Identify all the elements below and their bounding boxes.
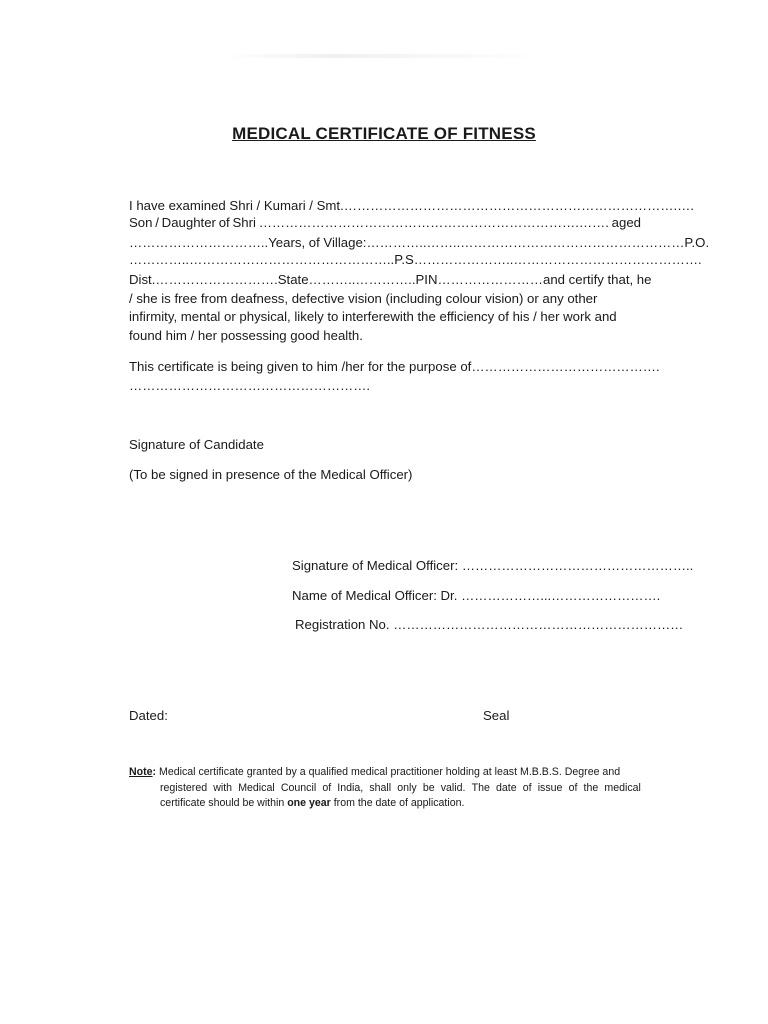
parent-line	[129, 214, 641, 231]
certificate-title: MEDICAL CERTIFICATE OF FITNESS	[232, 124, 536, 143]
name-blank: ………………………………………………………………….….	[343, 198, 694, 213]
note-line-2	[129, 781, 641, 797]
medical-officer-signature-line	[292, 557, 693, 574]
note-word: date	[495, 781, 517, 794]
state-label: State	[277, 272, 309, 287]
note-word: medical	[604, 781, 641, 794]
note-word: only	[397, 781, 417, 794]
note-line-1	[129, 765, 641, 781]
faint-header-mark	[222, 54, 548, 58]
note-word: India,	[337, 781, 364, 794]
purpose-continuation-blank: ……………………………………………….	[129, 378, 371, 393]
state-blank: ………..…………..	[308, 272, 416, 287]
note-colon: :	[152, 766, 157, 778]
years-village-label: Years, of Village:	[268, 235, 367, 250]
note-label: Note	[129, 766, 153, 778]
note-block	[129, 765, 641, 812]
purpose-blank: …………………………………….	[471, 359, 660, 374]
fitness-statement-line-2: infirmity, mental or physical, likely to interferewith the efficiency of his / her work and	[129, 309, 617, 324]
note-word: the	[583, 781, 599, 794]
fitness-statement-line-1: / she is free from deafness, defective vision (including colour vision) or any other	[129, 291, 598, 306]
dist-label: Dist.……………………….	[129, 272, 278, 287]
note-word: be	[422, 781, 435, 794]
examined-line	[129, 197, 694, 214]
son-word: Son	[129, 215, 153, 230]
note-line-3	[129, 796, 641, 812]
registration-line	[295, 616, 683, 633]
slash-word: /	[155, 215, 159, 230]
aged-word: aged	[611, 215, 641, 230]
note-text-1: Medical certificate granted by a qualified medical practitioner holding at least M.B.B.S. Degree and	[156, 766, 621, 778]
seal-label: Seal	[483, 708, 510, 723]
note-word: of	[322, 781, 332, 794]
registration-label: Registration No.	[295, 617, 390, 632]
note-word: shall	[369, 781, 392, 794]
note-word: valid.	[440, 781, 466, 794]
po-blank: …………..………………………………………..	[129, 252, 395, 267]
dated-label: Dated:	[129, 708, 168, 723]
age-blank: …………………………..	[129, 235, 269, 250]
candidate-signature-label: Signature of Candidate	[129, 437, 264, 452]
age-village-line	[129, 234, 710, 251]
note-word: with	[213, 781, 233, 794]
examined-label: I have examined Shri / Kumari / Smt.	[129, 198, 344, 213]
purpose-label: This certificate is being given to him /her for the purpose of	[129, 359, 472, 374]
note-text-3a: certificate should be within	[160, 797, 288, 809]
certify-text: and certify that, he	[542, 272, 652, 287]
fitness-statement-line-3: found him / her possessing good health.	[129, 328, 363, 343]
pin-label: PIN	[415, 272, 438, 287]
daughter-word: Daughter	[161, 215, 216, 230]
of-word: of	[218, 215, 230, 230]
dist-state-pin-line	[129, 271, 652, 288]
ps-label: P.S	[394, 252, 414, 267]
dist-blank: ……………………….	[155, 272, 278, 287]
parent-name-blank: ……………………………………………………………….…….	[258, 215, 609, 230]
note-word: issue	[537, 781, 563, 794]
medical-officer-name-label: Name of Medical Officer: Dr.	[292, 588, 458, 603]
po-ps-line	[129, 251, 702, 268]
shri-word: Shri	[232, 215, 256, 230]
medical-officer-name-blank: ………………...…………………….	[461, 588, 661, 603]
note-word: of	[522, 781, 532, 794]
medical-officer-signature-blank: ……………………………………………..	[461, 558, 694, 573]
candidate-signature-instruction: (To be signed in presence of the Medical Officer)	[129, 467, 413, 482]
note-word: The	[471, 781, 490, 794]
note-word: Medical	[238, 781, 275, 794]
note-one-year: one year	[287, 797, 331, 809]
medical-officer-signature-label: Signature of Medical Officer:	[292, 558, 459, 573]
note-text-3b: from the date of application.	[330, 797, 465, 809]
note-word: Council	[280, 781, 317, 794]
village-blank: …………..……..……………………………………………	[366, 235, 685, 250]
registration-blank: …………………………………………………………	[393, 617, 684, 632]
ps-blank: …………………..…………………………………….	[413, 252, 702, 267]
medical-officer-name-line	[292, 587, 660, 604]
note-word: of	[568, 781, 578, 794]
pin-blank: ……………………	[437, 272, 543, 287]
purpose-line	[129, 358, 660, 375]
po-label: P.O.	[684, 235, 710, 250]
note-word: registered	[160, 781, 208, 794]
